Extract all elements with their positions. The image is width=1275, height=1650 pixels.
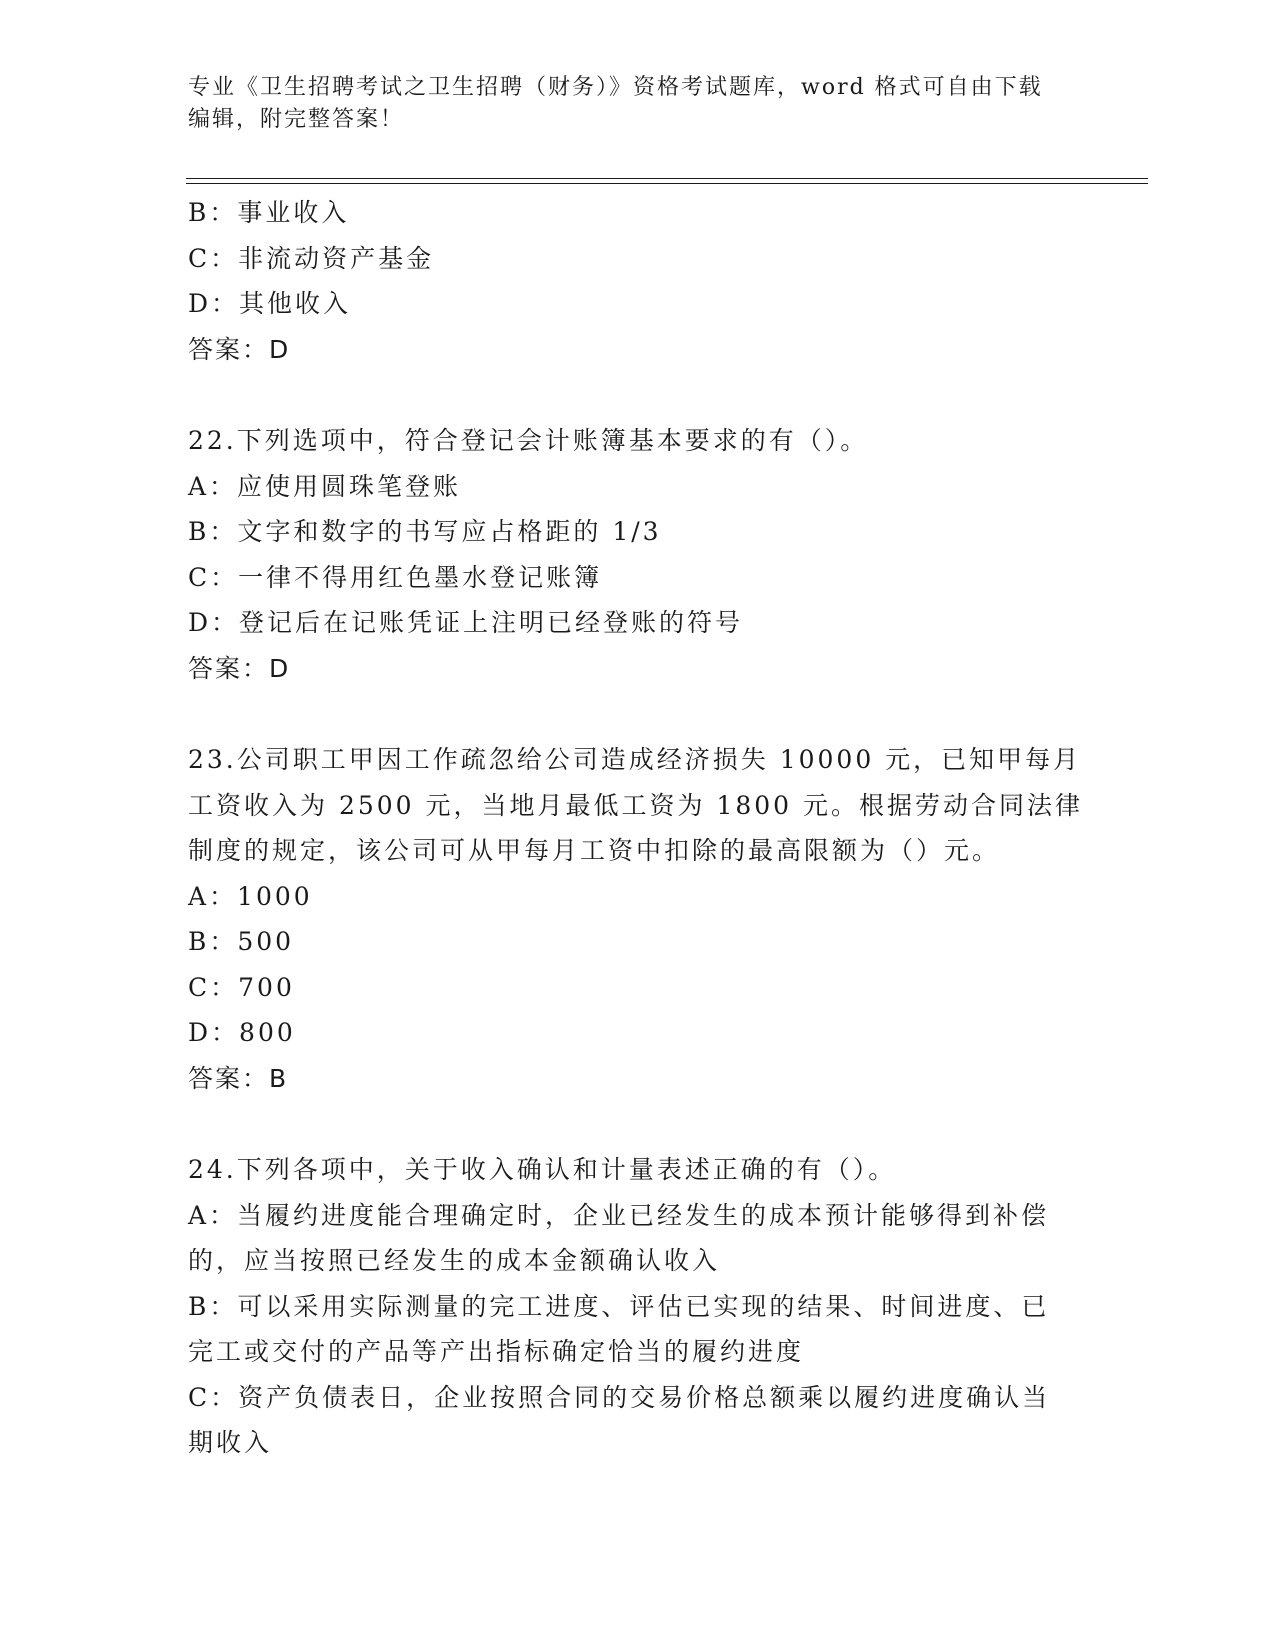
question-23 [188,737,1088,1101]
option-c: C：700 [188,972,295,1002]
option-d: D：其他收入 [188,289,352,318]
option-d: D：800 [188,1018,296,1047]
option-a: A：应使用圆珠笔登账 [188,471,462,501]
question-stem-line-3: 制度的规定，该公司可从甲每月工资中扣除的最高限额为（）元。 [188,836,1001,865]
option-b-line-2: 完工或交付的产品等产出指标确定恰当的履约进度 [188,1337,805,1366]
option-b: B：事业收入 [188,198,350,227]
header-divider-bottom [186,183,1148,184]
option-b: B：文字和数字的书写应占格距的 1/3 [188,517,662,546]
option-c: C：非流动资产基金 [188,243,435,273]
spacer [188,1101,1088,1147]
question-stem: 24.下列各项中，关于收入确认和计量表述正确的有（）。 [188,1155,897,1184]
option-c-line-2: 期收入 [188,1428,273,1457]
question-stem: 22.下列选项中，符合登记会计账簿基本要求的有（）。 [188,426,869,455]
header-line-2: 编辑，附完整答案！ [188,107,405,132]
spacer [188,691,1088,737]
answer: 答案：D [188,653,291,683]
option-a-line-1: A：当履约进度能合理确定时，企业已经发生的成本预计能够得到补偿 [188,1200,1050,1230]
option-b: B：500 [188,927,295,956]
question-21-tail [188,190,1088,372]
answer: 答案：B [188,1063,289,1093]
answer: 答案：D [188,334,291,364]
document-header [188,72,1088,136]
spacer [188,372,1088,418]
option-a: A：1000 [188,881,313,911]
question-stem-line-1: 23.公司职工甲因工作疏忽给公司造成经济损失 10000 元，已知甲每月 [188,745,1082,774]
option-a-line-2: 的，应当按照已经发生的成本金额确认收入 [188,1246,721,1275]
question-content [188,190,1088,1466]
question-24 [188,1147,1088,1466]
option-d: D：登记后在记账凭证上注明已经登账的符号 [188,608,744,637]
option-c-line-1: C：资产负债表日，企业按照合同的交易价格总额乘以履约进度确认当 [188,1382,1051,1412]
option-c: C：一律不得用红色墨水登记账簿 [188,562,603,592]
question-stem-line-2: 工资收入为 2500 元，当地月最低工资为 1800 元。根据劳动合同法律 [188,790,1084,820]
question-22 [188,418,1088,691]
header-line-1: 专业《卫生招聘考试之卫生招聘（财务）》资格考试题库，word 格式可自由下载 [188,75,1043,100]
option-b-line-1: B：可以采用实际测量的完工进度、评估已实现的结果、时间进度、已 [188,1291,1050,1321]
header-divider-top [186,178,1148,179]
